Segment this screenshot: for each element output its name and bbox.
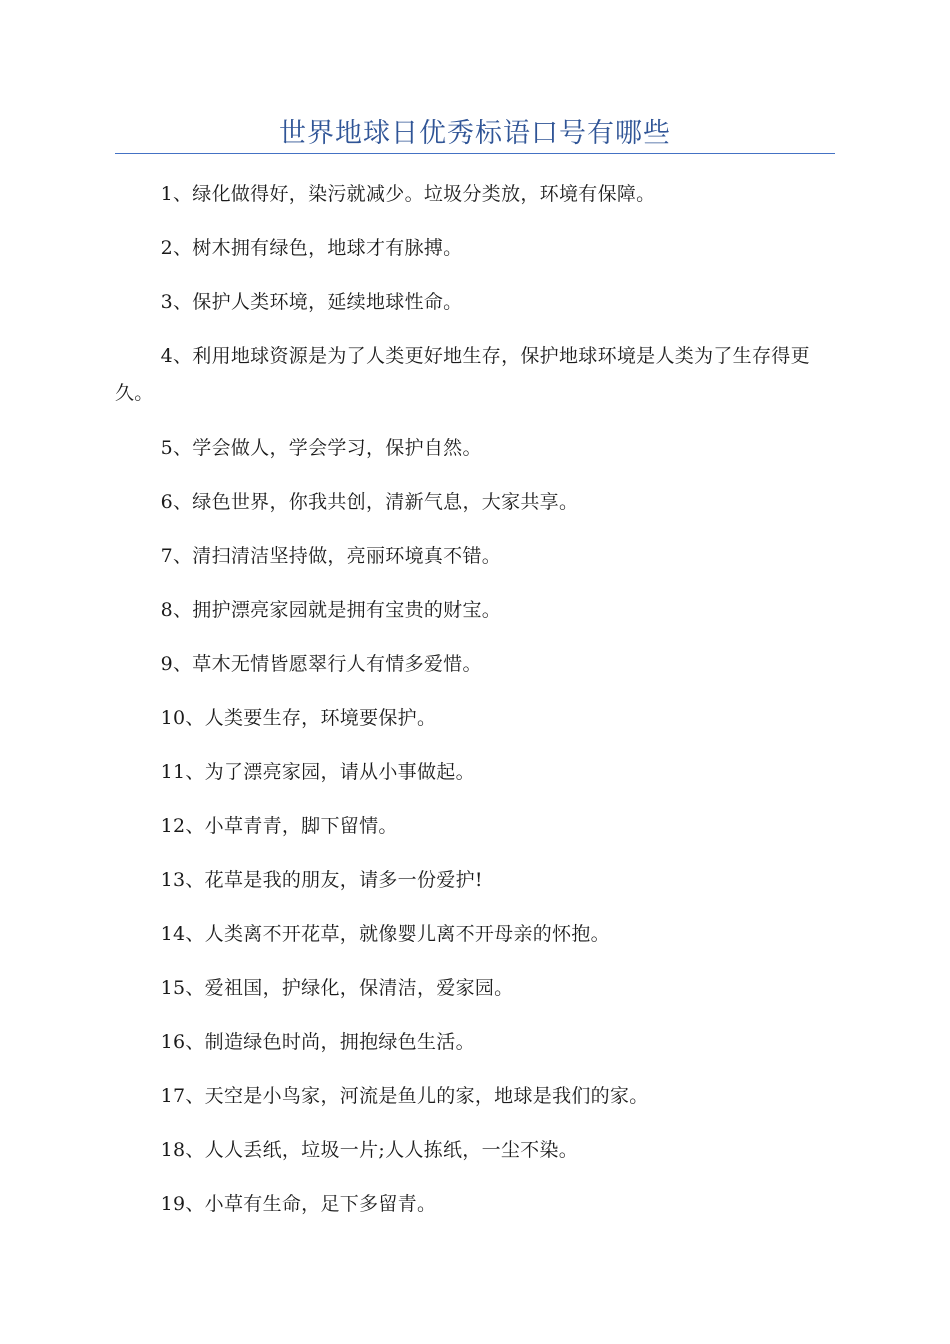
- slogan-item-2: 2、树木拥有绿色，地球才有脉搏。: [160, 237, 463, 259]
- slogan-item-11: 11、为了漂亮家园，请从小事做起。: [160, 761, 475, 783]
- slogan-item-5: 5、学会做人，学会学习，保护自然。: [160, 437, 482, 459]
- slogan-item-8: 8、拥护漂亮家园就是拥有宝贵的财宝。: [160, 599, 502, 621]
- slogan-item-4: 4、利用地球资源是为了人类更好地生存，保护地球环境是人类为了生存得更久。: [115, 345, 810, 404]
- slogan-item-18: 18、人人丢纸，垃圾一片;人人拣纸，一尘不染。: [160, 1139, 579, 1161]
- slogan-item-15: 15、爱祖国，护绿化，保清洁，爱家园。: [160, 977, 514, 999]
- title-underline: [115, 153, 835, 154]
- slogan-list: [115, 176, 820, 1240]
- slogan-item-1: 1、绿化做得好，染污就减少。垃圾分类放，环境有保障。: [160, 183, 656, 205]
- slogan-item-9: 9、草木无情皆愿翠行人有情多爱惜。: [160, 653, 482, 675]
- slogan-item-12: 12、小草青青，脚下留情。: [160, 815, 398, 837]
- slogan-item-16: 16、制造绿色时尚，拥抱绿色生活。: [160, 1031, 475, 1053]
- slogan-item-14: 14、人类离不开花草，就像婴儿离不开母亲的怀抱。: [160, 923, 610, 945]
- slogan-item-7: 7、清扫清洁坚持做，亮丽环境真不错。: [160, 545, 502, 567]
- page-title: 世界地球日优秀标语口号有哪些: [279, 118, 671, 149]
- slogan-item-13: 13、花草是我的朋友，请多一份爱护!: [160, 869, 483, 891]
- slogan-item-6: 6、绿色世界，你我共创，清新气息，大家共享。: [160, 491, 579, 513]
- slogan-item-3: 3、保护人类环境，延续地球性命。: [160, 291, 463, 313]
- slogan-item-10: 10、人类要生存，环境要保护。: [160, 707, 437, 729]
- slogan-item-17: 17、天空是小鸟家，河流是鱼儿的家，地球是我们的家。: [160, 1085, 649, 1107]
- slogan-item-19: 19、小草有生命，足下多留青。: [160, 1193, 437, 1215]
